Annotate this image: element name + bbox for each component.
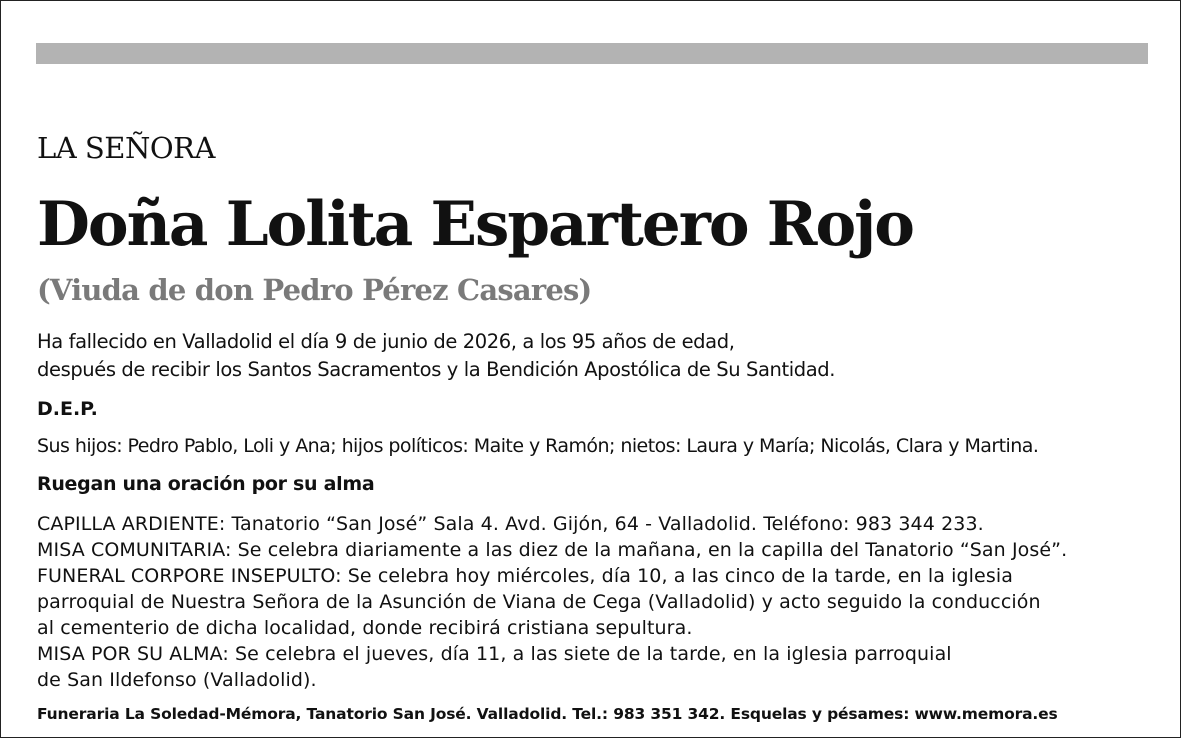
details-line: MISA POR SU ALMA: Se celebra el jueves, día 11, a las siete de la tarde, en la iglesia parroquial	[37, 643, 952, 665]
service-details	[37, 511, 1067, 693]
dep-label: D.E.P.	[37, 398, 98, 420]
deceased-name: Doña Lolita Espartero Rojo	[37, 189, 913, 260]
intro-line-1: Ha fallecido en Valladolid el día 9 de junio de 2026, a los 95 años de edad,	[37, 330, 735, 353]
details-line: CAPILLA ARDIENTE: Tanatorio “San José” Sala 4. Avd. Gijón, 64 - Valladolid. Teléfono: 983 344 233.	[37, 513, 984, 535]
widow-subtitle: (Viuda de don Pedro Pérez Casares)	[37, 273, 592, 307]
title-prefix: LA SEÑORA	[37, 131, 215, 165]
details-line: de San Ildefonso (Valladolid).	[37, 669, 317, 691]
details-line: MISA COMUNITARIA: Se celebra diariamente a las diez de la mañana, en la capilla del Tanatorio “San José”.	[37, 539, 1068, 561]
prayer-request: Ruegan una oración por su alma	[37, 473, 375, 495]
funeral-home-footer: Funeraria La Soledad-Mémora, Tanatorio San José. Valladolid. Tel.: 983 351 342. Esquelas y pésames: www.memora.es	[37, 705, 1058, 723]
details-line: FUNERAL CORPORE INSEPULTO: Se celebra hoy miércoles, día 10, a las cinco de la tarde, en la iglesia	[37, 565, 1013, 587]
details-line: parroquial de Nuestra Señora de la Asunción de Viana de Cega (Valladolid) y acto seguido la conducción	[37, 591, 1041, 613]
family-list: Sus hijos: Pedro Pablo, Loli y Ana; hijos políticos: Maite y Ramón; nietos: Laura y María; Nicolás, Clara y Martina.	[37, 435, 1039, 457]
details-line: al cementerio de dicha localidad, donde recibirá cristiana sepultura.	[37, 617, 693, 639]
header-bar	[36, 43, 1148, 64]
intro-line-2: después de recibir los Santos Sacramentos y la Bendición Apostólica de Su Santidad.	[37, 358, 836, 381]
